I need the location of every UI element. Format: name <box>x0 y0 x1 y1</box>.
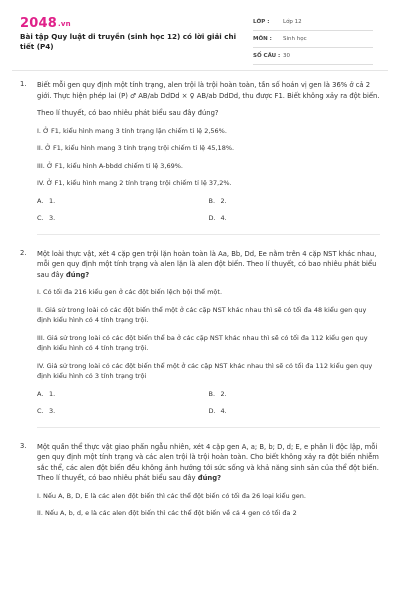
option-value: 4. <box>220 213 227 222</box>
meta-label: MÔN : <box>253 36 272 42</box>
option-c[interactable] <box>37 214 209 222</box>
question-text <box>37 249 380 281</box>
statement: I. Nếu A, B, D, E là các alen đột biến thì các thể đột biến có tối đa 26 loại kiểu gen. <box>37 491 306 500</box>
question-emphasis: đúng? <box>197 474 222 482</box>
question-text-body: Một quần thể thực vật giao phấn ngẫu nhiên, xét 4 cặp gen A, a; B, b; D, d; E, e phân li độc lập, mỗi gen quy định một tính trạng và các alen trội là trội hoàn toàn. Cho biết không xảy ra đột biến nhiễm sắc thể, các alen đột biến đều không ảnh hưởng tới sức sống và khả năng sinh sản của thể đột biến. Theo lí thuyết, có bao nhiêu phát biểu sau đây <box>37 442 379 482</box>
option-label: C. <box>37 213 44 222</box>
meta-table <box>253 14 373 65</box>
meta-value: 30 <box>283 53 290 59</box>
option-b[interactable] <box>209 390 381 398</box>
option-value: 1. <box>49 196 56 205</box>
option-label: D. <box>208 406 216 415</box>
option-c[interactable] <box>37 407 209 415</box>
statement: I. Ở F1, kiểu hình mang 3 tính trạng lặn chiếm tỉ lệ 2,56%. <box>37 126 227 135</box>
answer-options <box>37 390 380 421</box>
meta-row-subject <box>253 31 373 48</box>
question-text: Biết mỗi gen quy định một tính trạng, alen trội là trội hoàn toàn, tần số hoán vị gen là 36% ở cả 2 giới. Thực hiện phép lai (P) ♂ AB/ab DdDd × ♀ AB/ab DdDd, thu được F1. Biết không xảy ra đột biến. <box>37 81 380 100</box>
document-title: Bài tập Quy luật di truyền (sinh học 12) có lời giải chi tiết (P4) <box>20 32 237 51</box>
option-label: B. <box>208 196 216 205</box>
question-prompt: Theo lí thuyết, có bao nhiêu phát biểu sau đây đúng? <box>37 109 219 117</box>
option-a[interactable] <box>37 390 209 398</box>
question-divider <box>37 234 380 235</box>
statement: IV. Ở F1, kiểu hình mang 2 tính trạng trội chiếm tỉ lệ 37,2%. <box>37 179 232 187</box>
question-1 <box>0 80 400 235</box>
question-2 <box>0 249 400 428</box>
statement: II. Ở F1, kiểu hình mang 3 tính trạng trội chiếm tỉ lệ 45,18%. <box>37 144 235 152</box>
question-list <box>0 80 400 533</box>
option-d[interactable] <box>209 407 381 415</box>
meta-row-class <box>253 14 373 31</box>
statement: I. Có tối đa 216 kiểu gen ở các đột biến lệch bội thể một. <box>37 288 223 296</box>
question-divider <box>37 427 380 428</box>
statement: III. Giả sử trong loài có các đột biến thể ba ở các cặp NST khác nhau thì sẽ có tối đa 112 kiểu gen quy định kiểu hình có 4 tính trạng trội. <box>37 333 368 352</box>
header-divider <box>12 70 388 71</box>
site-logo[interactable] <box>20 16 71 31</box>
statement: IV. Giả sử trong loài có các đột biến thể một ở các cặp NST khác nhau thì sẽ có tối đa 112 kiểu gen quy định kiểu hình có 3 tính trạng trội <box>37 361 373 380</box>
question-number: 1. <box>20 80 27 88</box>
meta-label: SỐ CÂU : <box>253 53 281 59</box>
option-value: 2. <box>220 389 227 398</box>
question-number: 2. <box>20 248 27 257</box>
statement: II. Giả sử trong loài có các đột biến thể một ở các cặp NST khác nhau thì sẽ có tối đa 48 kiểu gen quy định kiểu hình có 4 tính trạng trội. <box>37 305 367 324</box>
option-value: 2. <box>220 196 227 205</box>
option-label: C. <box>37 406 44 415</box>
meta-label: LỚP : <box>253 19 270 25</box>
option-value: 3. <box>49 213 56 222</box>
logo-text: 2048 <box>20 16 57 31</box>
logo-suffix: .vn <box>57 20 71 28</box>
statement: III. Ở F1, kiểu hình A-bbdd chiếm tỉ lệ 3,69%. <box>37 161 183 170</box>
meta-row-count <box>253 48 373 65</box>
question-number: 3. <box>20 441 27 450</box>
meta-value: Sinh học <box>283 36 307 42</box>
answer-options <box>37 197 380 228</box>
option-a[interactable] <box>37 197 209 205</box>
question-text-body: Một loài thực vật, xét 4 cặp gen trội lặn hoàn toàn là Aa, Bb, Dd, Ee nằm trên 4 cặp NST khác nhau, mỗi gen quy định một tính trạng và alen lặn là alen đột biến. Theo lí thuyết, có bao nhiêu phát biểu sau đây <box>37 249 377 279</box>
option-label: B. <box>208 389 216 398</box>
header <box>0 0 400 70</box>
option-label: A. <box>37 196 44 205</box>
option-d[interactable] <box>209 214 381 222</box>
question-emphasis: đúng? <box>65 270 90 279</box>
option-value: 4. <box>220 406 227 415</box>
option-value: 1. <box>49 389 56 398</box>
option-value: 3. <box>49 406 56 415</box>
statement: II. Nếu A, b, d, e là các alen đột biến thì các thể đột biến về cả 4 gen có tối đa 2 <box>37 509 297 517</box>
option-b[interactable] <box>209 197 381 205</box>
meta-value: Lớp 12 <box>283 19 302 25</box>
question-3 <box>0 442 400 519</box>
option-label: D. <box>208 213 216 222</box>
question-text <box>37 442 380 484</box>
option-label: A. <box>37 389 44 398</box>
